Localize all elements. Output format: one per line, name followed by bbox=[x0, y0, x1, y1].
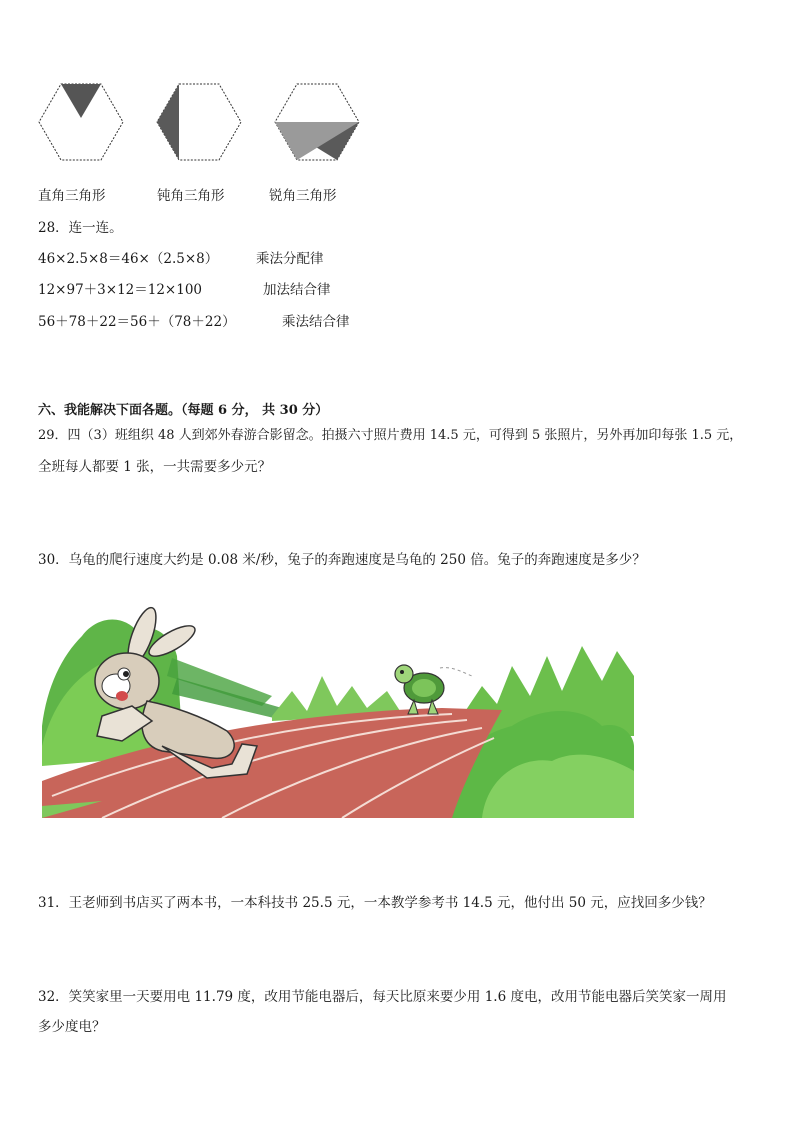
q28-law-1: 乘法分配律 bbox=[256, 251, 324, 267]
q32-line-2: 多少度电？ bbox=[38, 1019, 106, 1035]
q30-text: 30．乌龟的爬行速度大约是 0.08 米/秒，兔子的奔跑速度是乌龟的 250 倍。兔子的奔跑速度是多少？ bbox=[38, 552, 646, 568]
hexagon-right-triangle bbox=[39, 84, 123, 160]
section-6-heading: 六、我能解决下面各题。（每题 6 分， 共 30 分） bbox=[38, 403, 329, 418]
hexagon-figures bbox=[36, 80, 366, 164]
q28-law-2: 加法结合律 bbox=[263, 282, 331, 298]
q28-equation-2: 12×97＋3×12＝12×100 bbox=[38, 282, 203, 298]
race-illustration bbox=[42, 596, 634, 818]
q28-title: 28．连一连。 bbox=[38, 220, 123, 236]
label-right-triangle: 直角三角形 bbox=[38, 188, 106, 204]
label-acute-triangle: 锐角三角形 bbox=[269, 188, 337, 204]
q32-line-1: 32．笑笑家里一天要用电 11.79 度，改用节能电器后，每天比原来要少用 1.6 度电，改用节能电器后笑笑家一周用 bbox=[38, 989, 727, 1005]
hexagon-obtuse-triangle bbox=[157, 84, 241, 160]
label-obtuse-triangle: 钝角三角形 bbox=[157, 188, 225, 204]
q28-law-3: 乘法结合律 bbox=[282, 314, 350, 330]
q29-line-1: 29．四（3）班组织 48 人到郊外春游合影留念。拍摄六寸照片费用 14.5 元，可得到 5 张照片，另外再加印每张 1.5 元， bbox=[38, 428, 743, 443]
q28-equation-1: 46×2.5×8＝46×（2.5×8） bbox=[38, 251, 219, 267]
q31-text: 31．王老师到书店买了两本书，一本科技书 25.5 元，一本教学参考书 14.5 元，他付出 50 元，应找回多少钱？ bbox=[38, 895, 712, 911]
q28-equation-3: 56＋78＋22＝56＋（78＋22） bbox=[38, 314, 236, 330]
hexagon-acute-triangle bbox=[275, 84, 359, 160]
q29-line-2: 全班每人都要 1 张，一共需要多少元？ bbox=[38, 459, 272, 475]
